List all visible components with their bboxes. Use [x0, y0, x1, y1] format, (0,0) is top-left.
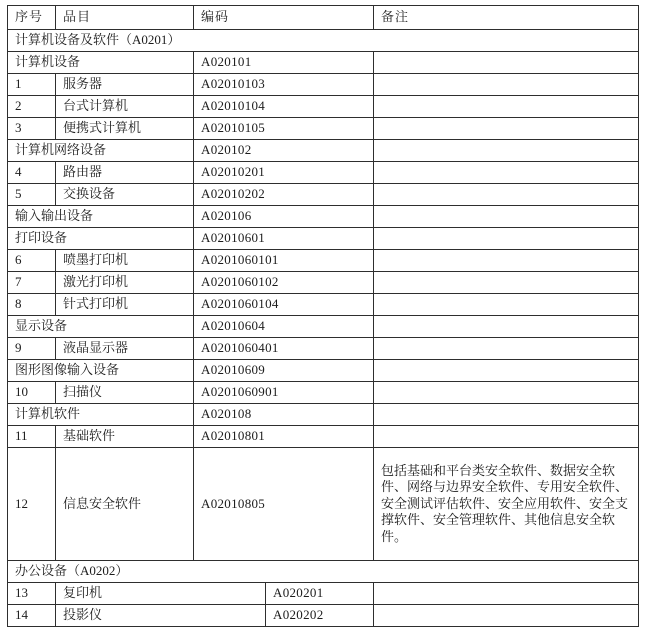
section-title-cell: 办公设备（A0202）: [8, 561, 639, 583]
column-header-item: 品目: [56, 6, 194, 30]
item-row: [8, 162, 639, 184]
remark-cell: [374, 338, 639, 360]
item-name-cell: 交换设备: [56, 184, 194, 206]
procurement-catalog-table: [7, 5, 639, 627]
no-cell: 9: [8, 338, 56, 360]
code-cell: A02010805: [194, 448, 374, 561]
remark-cell: [374, 272, 639, 294]
no-cell: 3: [8, 118, 56, 140]
code-cell: A020202: [266, 605, 374, 627]
remark-cell: [374, 605, 639, 627]
item-name-cell: 扫描仪: [56, 382, 194, 404]
group-row: [8, 228, 639, 250]
code-cell: A02010604: [194, 316, 374, 338]
item-name-cell: 激光打印机: [56, 272, 194, 294]
group-row: [8, 316, 639, 338]
group-row: [8, 52, 639, 74]
item-name-cell: 台式计算机: [56, 96, 194, 118]
no-cell: 13: [8, 583, 56, 605]
code-cell: A02010801: [194, 426, 374, 448]
group-row: [8, 360, 639, 382]
code-cell: A020101: [194, 52, 374, 74]
code-cell: A02010104: [194, 96, 374, 118]
remark-cell: [374, 404, 639, 426]
remark-cell: [374, 426, 639, 448]
section-title-cell: 计算机设备及软件（A0201）: [8, 30, 639, 52]
section-row: [8, 561, 639, 583]
no-cell: 2: [8, 96, 56, 118]
item-name-cell: 喷墨打印机: [56, 250, 194, 272]
column-header-no: 序号: [8, 6, 56, 30]
no-cell: 7: [8, 272, 56, 294]
item-name-cell: 便携式计算机: [56, 118, 194, 140]
item-name-cell: 投影仪: [56, 605, 266, 627]
group-row: [8, 140, 639, 162]
remark-cell: [374, 206, 639, 228]
item-row: [8, 605, 639, 627]
group-name-cell: 输入输出设备: [8, 206, 194, 228]
remark-cell: [374, 250, 639, 272]
item-name-cell: 信息安全软件: [56, 448, 194, 561]
remark-cell: [374, 228, 639, 250]
group-name-cell: 计算机设备: [8, 52, 194, 74]
remark-cell: [374, 316, 639, 338]
remark-cell: [374, 360, 639, 382]
item-row: [8, 250, 639, 272]
no-cell: 1: [8, 74, 56, 96]
item-name-cell: 针式打印机: [56, 294, 194, 316]
remark-cell: [374, 96, 639, 118]
no-cell: 12: [8, 448, 56, 561]
code-cell: A02010201: [194, 162, 374, 184]
no-cell: 8: [8, 294, 56, 316]
no-cell: 10: [8, 382, 56, 404]
item-row: [8, 382, 639, 404]
group-name-cell: 打印设备: [8, 228, 194, 250]
item-row: [8, 426, 639, 448]
code-cell: A02010103: [194, 74, 374, 96]
no-cell: 14: [8, 605, 56, 627]
item-row: [8, 74, 639, 96]
group-name-cell: 图形图像输入设备: [8, 360, 194, 382]
code-cell: A0201060104: [194, 294, 374, 316]
item-row: [8, 184, 639, 206]
remark-cell: [374, 294, 639, 316]
remark-cell: [374, 52, 639, 74]
code-cell: A020201: [266, 583, 374, 605]
column-header-code: 编码: [194, 6, 374, 30]
group-row: [8, 404, 639, 426]
item-name-cell: 基础软件: [56, 426, 194, 448]
code-cell: A02010105: [194, 118, 374, 140]
item-row: [8, 338, 639, 360]
section-row: [8, 30, 639, 52]
item-name-cell: 路由器: [56, 162, 194, 184]
remark-cell: [374, 118, 639, 140]
item-row: [8, 96, 639, 118]
code-cell: A020106: [194, 206, 374, 228]
code-cell: A02010601: [194, 228, 374, 250]
header-row: [8, 6, 639, 30]
no-cell: 4: [8, 162, 56, 184]
column-header-remark: 备注: [374, 6, 639, 30]
item-name-cell: 液晶显示器: [56, 338, 194, 360]
no-cell: 11: [8, 426, 56, 448]
code-cell: A0201060901: [194, 382, 374, 404]
item-name-cell: 复印机: [56, 583, 266, 605]
remark-cell: [374, 382, 639, 404]
remark-cell: 包括基础和平台类安全软件、数据安全软件、网络与边界安全软件、专用安全软件、安全测试评估软件、安全应用软件、安全支撑软件、安全管理软件、其他信息安全软件。: [374, 448, 639, 561]
remark-cell: [374, 162, 639, 184]
group-name-cell: 计算机网络设备: [8, 140, 194, 162]
group-name-cell: 显示设备: [8, 316, 194, 338]
item-row: [8, 294, 639, 316]
group-name-cell: 计算机软件: [8, 404, 194, 426]
code-cell: A0201060401: [194, 338, 374, 360]
remark-cell: [374, 184, 639, 206]
remark-cell: [374, 583, 639, 605]
code-cell: A0201060101: [194, 250, 374, 272]
item-row: [8, 272, 639, 294]
code-cell: A020108: [194, 404, 374, 426]
no-cell: 6: [8, 250, 56, 272]
no-cell: 5: [8, 184, 56, 206]
group-row: [8, 206, 639, 228]
remark-cell: [374, 140, 639, 162]
remark-cell: [374, 74, 639, 96]
item-name-cell: 服务器: [56, 74, 194, 96]
code-cell: A02010202: [194, 184, 374, 206]
item-row: [8, 583, 639, 605]
code-cell: A020102: [194, 140, 374, 162]
code-cell: A0201060102: [194, 272, 374, 294]
item-row: [8, 448, 639, 561]
code-cell: A02010609: [194, 360, 374, 382]
item-row: [8, 118, 639, 140]
